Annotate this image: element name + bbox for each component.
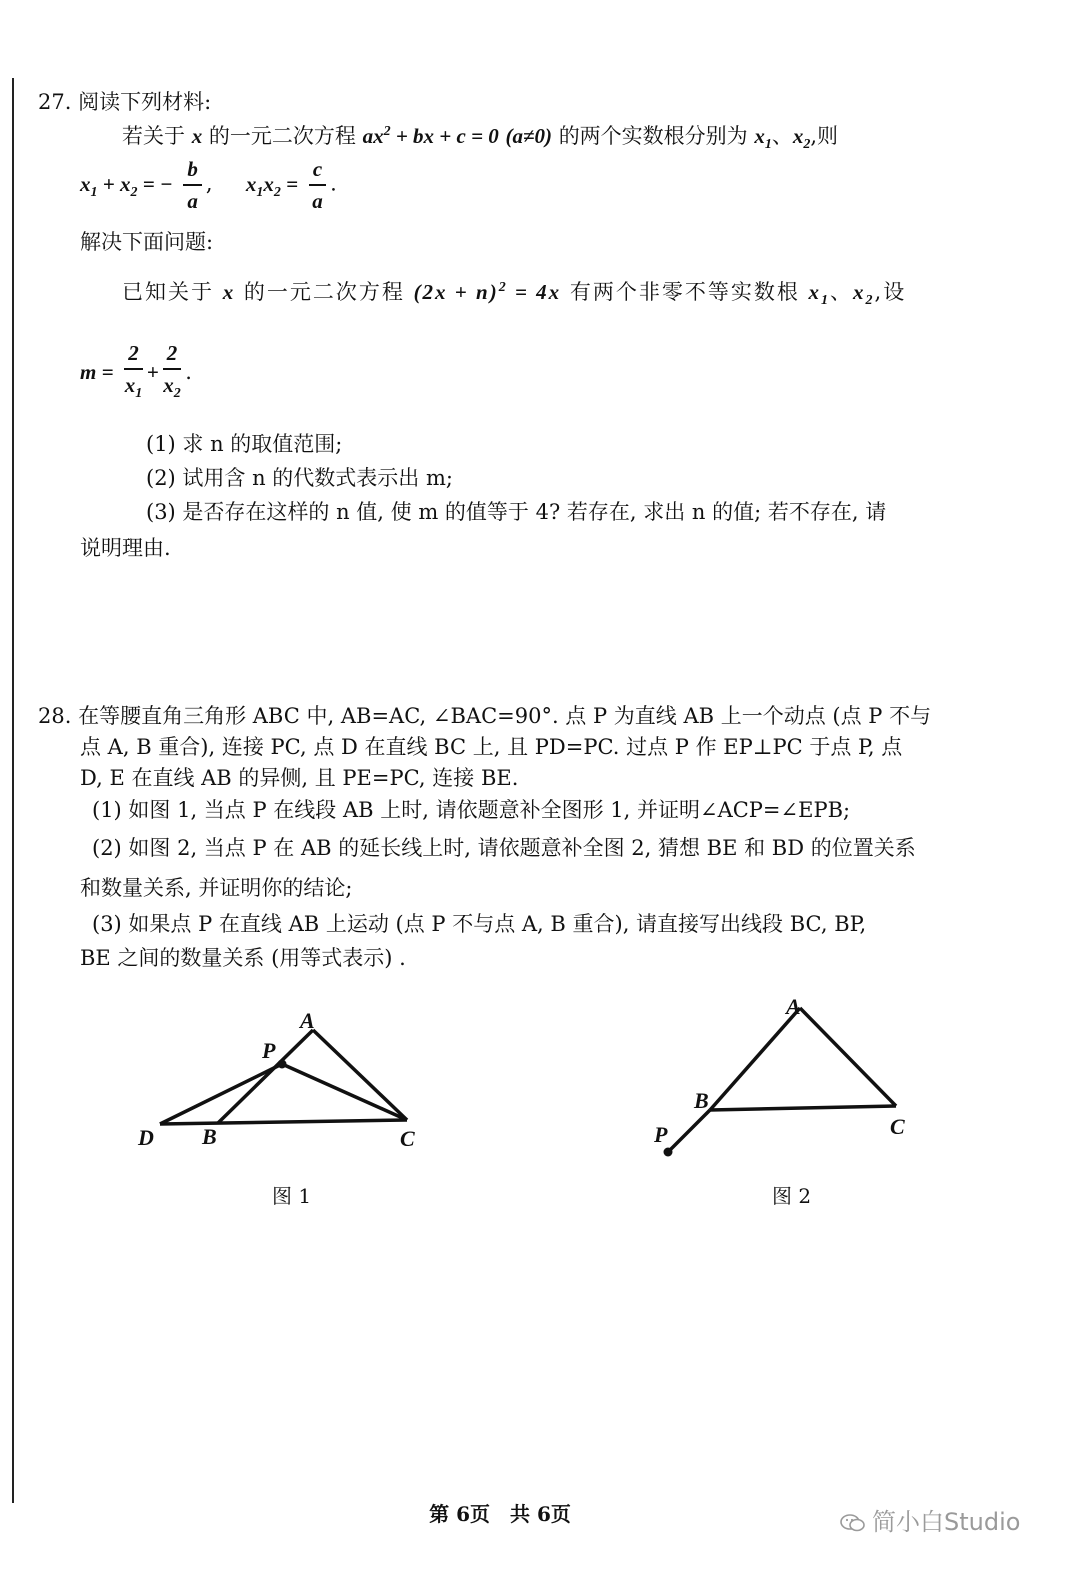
wechat-icon <box>840 1513 866 1533</box>
q27-solve-label: 解决下面问题: <box>80 230 214 254</box>
watermark-text: 简小白Studio <box>872 1508 1021 1536</box>
q28-line2: 点 A, B 重合), 连接 PC, 点 D 在直线 BC 上, 且 PD=PC. 过点 P 作 EP⊥PC 于点 P, 点 <box>80 735 903 759</box>
q28-part2b: 和数量关系, 并证明你的结论; <box>80 876 353 900</box>
figure-2-caption: 图 2 <box>772 1184 812 1208</box>
q27-material-line1: 若关于 x 的一元二次方程 $ax^2$ + bx + c = 0 (a≠0) 的两个实数根分别为 $x_1$、$x_2$,则 <box>122 124 839 153</box>
given-equation: $(2x + n)^2 = 4x$ <box>413 280 562 304</box>
q28-part2a: (2) 如图 2, 当点 P 在 AB 的延长线上时, 请依题意补全图 2, 猜想 BE 和 BD 的位置关系 <box>92 836 916 860</box>
fig2-label-B: B <box>694 1088 709 1113</box>
fig1-line-PC <box>282 1064 407 1120</box>
quadratic-general-form: $ax^2$ + bx + c = 0 <box>362 124 499 148</box>
fig1-label-P: P <box>262 1038 276 1063</box>
q28-part1: (1) 如图 1, 当点 P 在线段 AB 上时, 请依题意补全图形 1, 并证明∠ACP=∠EPB; <box>92 798 851 822</box>
vieta-formulas: $x_1 + x_2$ = − $\frac{b}{a}$ , $x_1x_2$ = $\frac{c}{a}$ . <box>80 154 337 216</box>
page-footer: 第 6页 共 6页 <box>429 1502 571 1526</box>
q27-header <box>38 86 211 116</box>
binding-margin-line <box>12 78 14 1503</box>
q28-part3a: (3) 如果点 P 在直线 AB 上运动 (点 P 不与点 A, B 重合), 请直接写出线段 BC, BP, <box>92 912 867 936</box>
fig1-point-P <box>278 1060 287 1069</box>
q28-part3b: BE 之间的数量关系 (用等式表示) . <box>80 946 406 970</box>
fig1-line-DC <box>160 1120 407 1124</box>
q27-number: 27. <box>38 90 72 114</box>
m-definition: m = $\frac{2}{x_1}$ + $\frac{2}{x_2}$ . <box>80 338 192 409</box>
q27-intro: 阅读下列材料: <box>78 90 212 114</box>
q27-part3a: (3) 是否存在这样的 n 值, 使 m 的值等于 4? 若存在, 求出 n 的值; 若不存在, 请 <box>146 500 887 524</box>
fig1-line-DP <box>160 1064 282 1124</box>
fig2-label-C: C <box>890 1114 905 1139</box>
fig1-label-A: A <box>300 1008 315 1033</box>
figure-1-caption: 图 1 <box>272 1184 312 1208</box>
figure-2 <box>640 990 930 1165</box>
fig1-label-B: B <box>202 1124 217 1149</box>
fig1-line-AC <box>313 1030 407 1120</box>
fig2-line-AB <box>710 1008 800 1110</box>
q27-part1: (1) 求 n 的取值范围; <box>146 432 343 456</box>
fig2-line-AC <box>800 1008 896 1106</box>
fig2-line-BC <box>710 1106 896 1110</box>
fig2-label-A: A <box>786 994 801 1019</box>
figure-1 <box>120 1000 450 1160</box>
fig2-label-P: P <box>654 1122 668 1147</box>
q27-given: 已知关于 x 的一元二次方程 $(2x + n)^2 = 4x$ 有两个非零不等实数根 $x_1$、$x_2$,设 <box>122 280 907 309</box>
fig1-label-D: D <box>138 1125 154 1150</box>
watermark <box>840 1502 1020 1537</box>
q27-part2: (2) 试用含 n 的代数式表示出 m; <box>146 466 453 490</box>
sum-fraction: $\frac{b}{a}$ <box>183 154 202 216</box>
product-fraction: $\frac{c}{a}$ <box>309 154 326 216</box>
fig1-label-C: C <box>400 1126 415 1151</box>
fig2-line-BP <box>668 1110 710 1152</box>
q28-line3: D, E 在直线 AB 的异侧, 且 PE=PC, 连接 BE. <box>80 766 519 790</box>
fig2-point-P <box>664 1148 673 1157</box>
q28-line1: 28. 在等腰直角三角形 ABC 中, AB=AC, ∠BAC=90°. 点 P 为直线 AB 上一个动点 (点 P 不与 <box>38 704 932 728</box>
q27-part3b: 说明理由. <box>80 536 171 560</box>
